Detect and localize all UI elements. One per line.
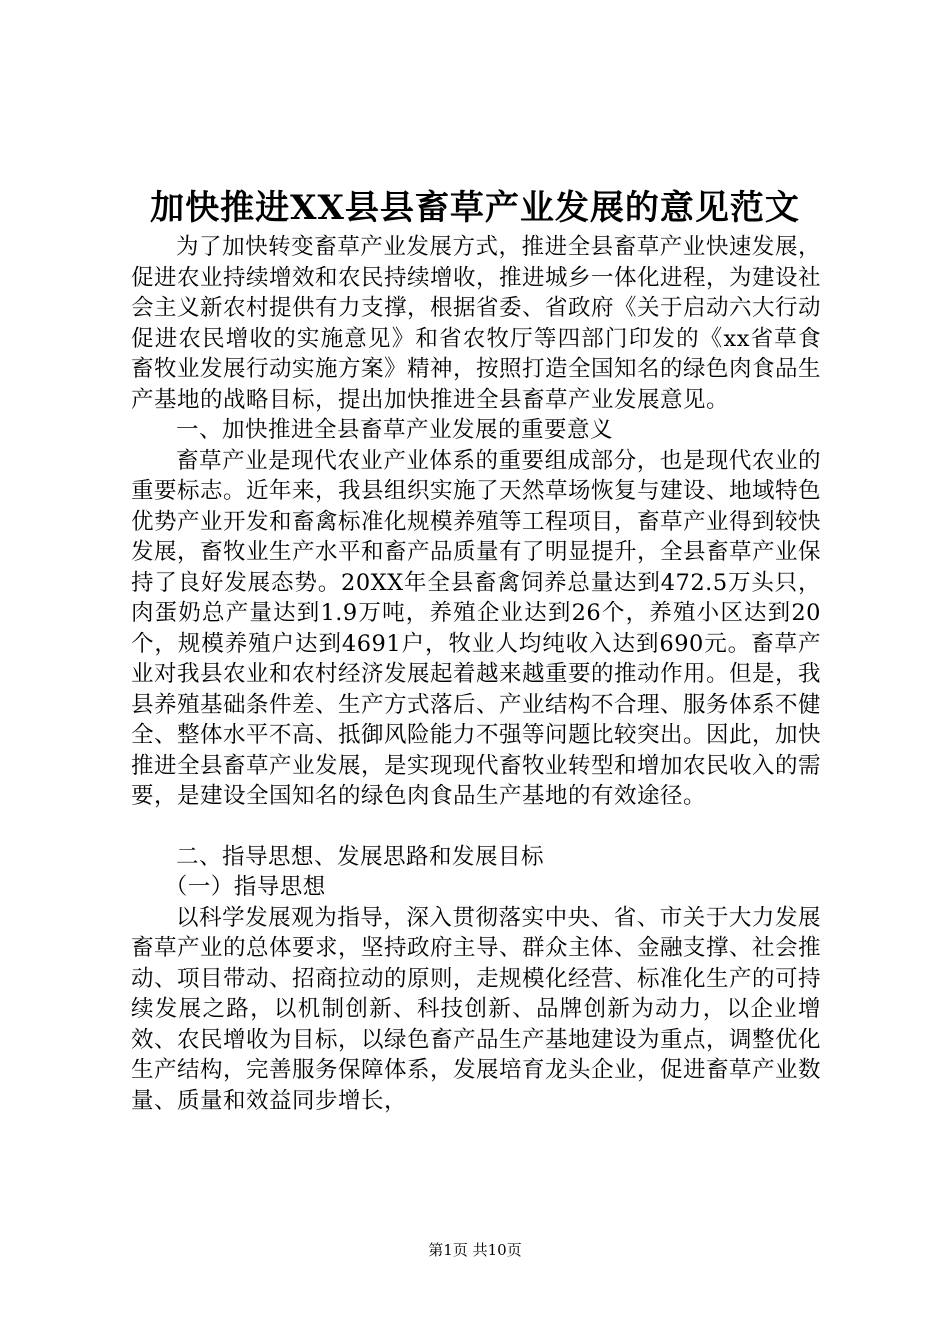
section-2-subheading-1: （一）指导思想 [164,874,326,900]
document-title: 加快推进XX县县畜草产业发展的意见范文 [150,188,800,228]
document-body [131,232,821,1116]
paragraph-gap [131,812,821,842]
section-2-heading: 二、指导思想、发展思路和发展目标 [176,843,545,870]
intro-paragraph: 为了加快转变畜草产业发展方式，推进全县畜草产业快速发展，促进农业持续增效和农民持续增收，推进城乡一体化进程，为建设社会主义新农村提供有力支撑，根据省委、省政府《关于启动六大行动促进农民增收的实施意见》和省农牧厅等四部门印发的《xx省草食畜牧业发展行动实施方案》精神，按照打造全国知名的绿色肉食品生产基地的战略目标，提出加快推进全县畜草产业发展意见。 [131,234,822,413]
section-2-paragraph-1: 以科学发展观为指导，深入贯彻落实中央、省、市关于大力发展畜草产业的总体要求，坚持政府主导、群众主体、金融支撑、社会推动、项目带动、招商拉动的原则，走规模化经营、标准化生产的可持续发展之路，以机制创新、科技创新、品牌创新为动力，以企业增效、农民增收为目标，以绿色畜产品生产基地建设为重点，调整优化生产结构，完善服务保障体系，发展培育龙头企业，促进畜草产业数量、质量和效益同步增长， [131,904,822,1114]
section-1-heading: 一、加快推进全县畜草产业发展的重要意义 [176,417,614,443]
page-number: 第1页 共10页 [428,1241,522,1259]
section-1-paragraph: 畜草产业是现代农业产业体系的重要组成部分，也是现代农业的重要标志。近年来，我县组织实施了天然草场恢复与建设、地域特色优势产业开发和畜禽标准化规模养殖等工程项目，畜草产业得到较快发展，畜牧业生产水平和畜产品质量有了明显提升，全县畜草产业保持了良好发展态势。20XX年全县畜禽饲养总量达到472.5万头只，肉蛋奶总产量达到1.9万吨，养殖企业达到26个，养殖小区达到20个，规模养殖户达到4691户，牧业人均纯收入达到690元。畜草产业对我县农业和农村经济发展起着越来越重要的推动作用。但是，我县养殖基础条件差、生产方式落后、产业结构不合理、服务体系不健全、整体水平不高、抵御风险能力不强等问题比较突出。因此，加快推进全县畜草产业发展，是实现现代畜牧业转型和增加农民收入的需要，是建设全国知名的绿色肉食品生产基地的有效途径。 [131,447,822,809]
